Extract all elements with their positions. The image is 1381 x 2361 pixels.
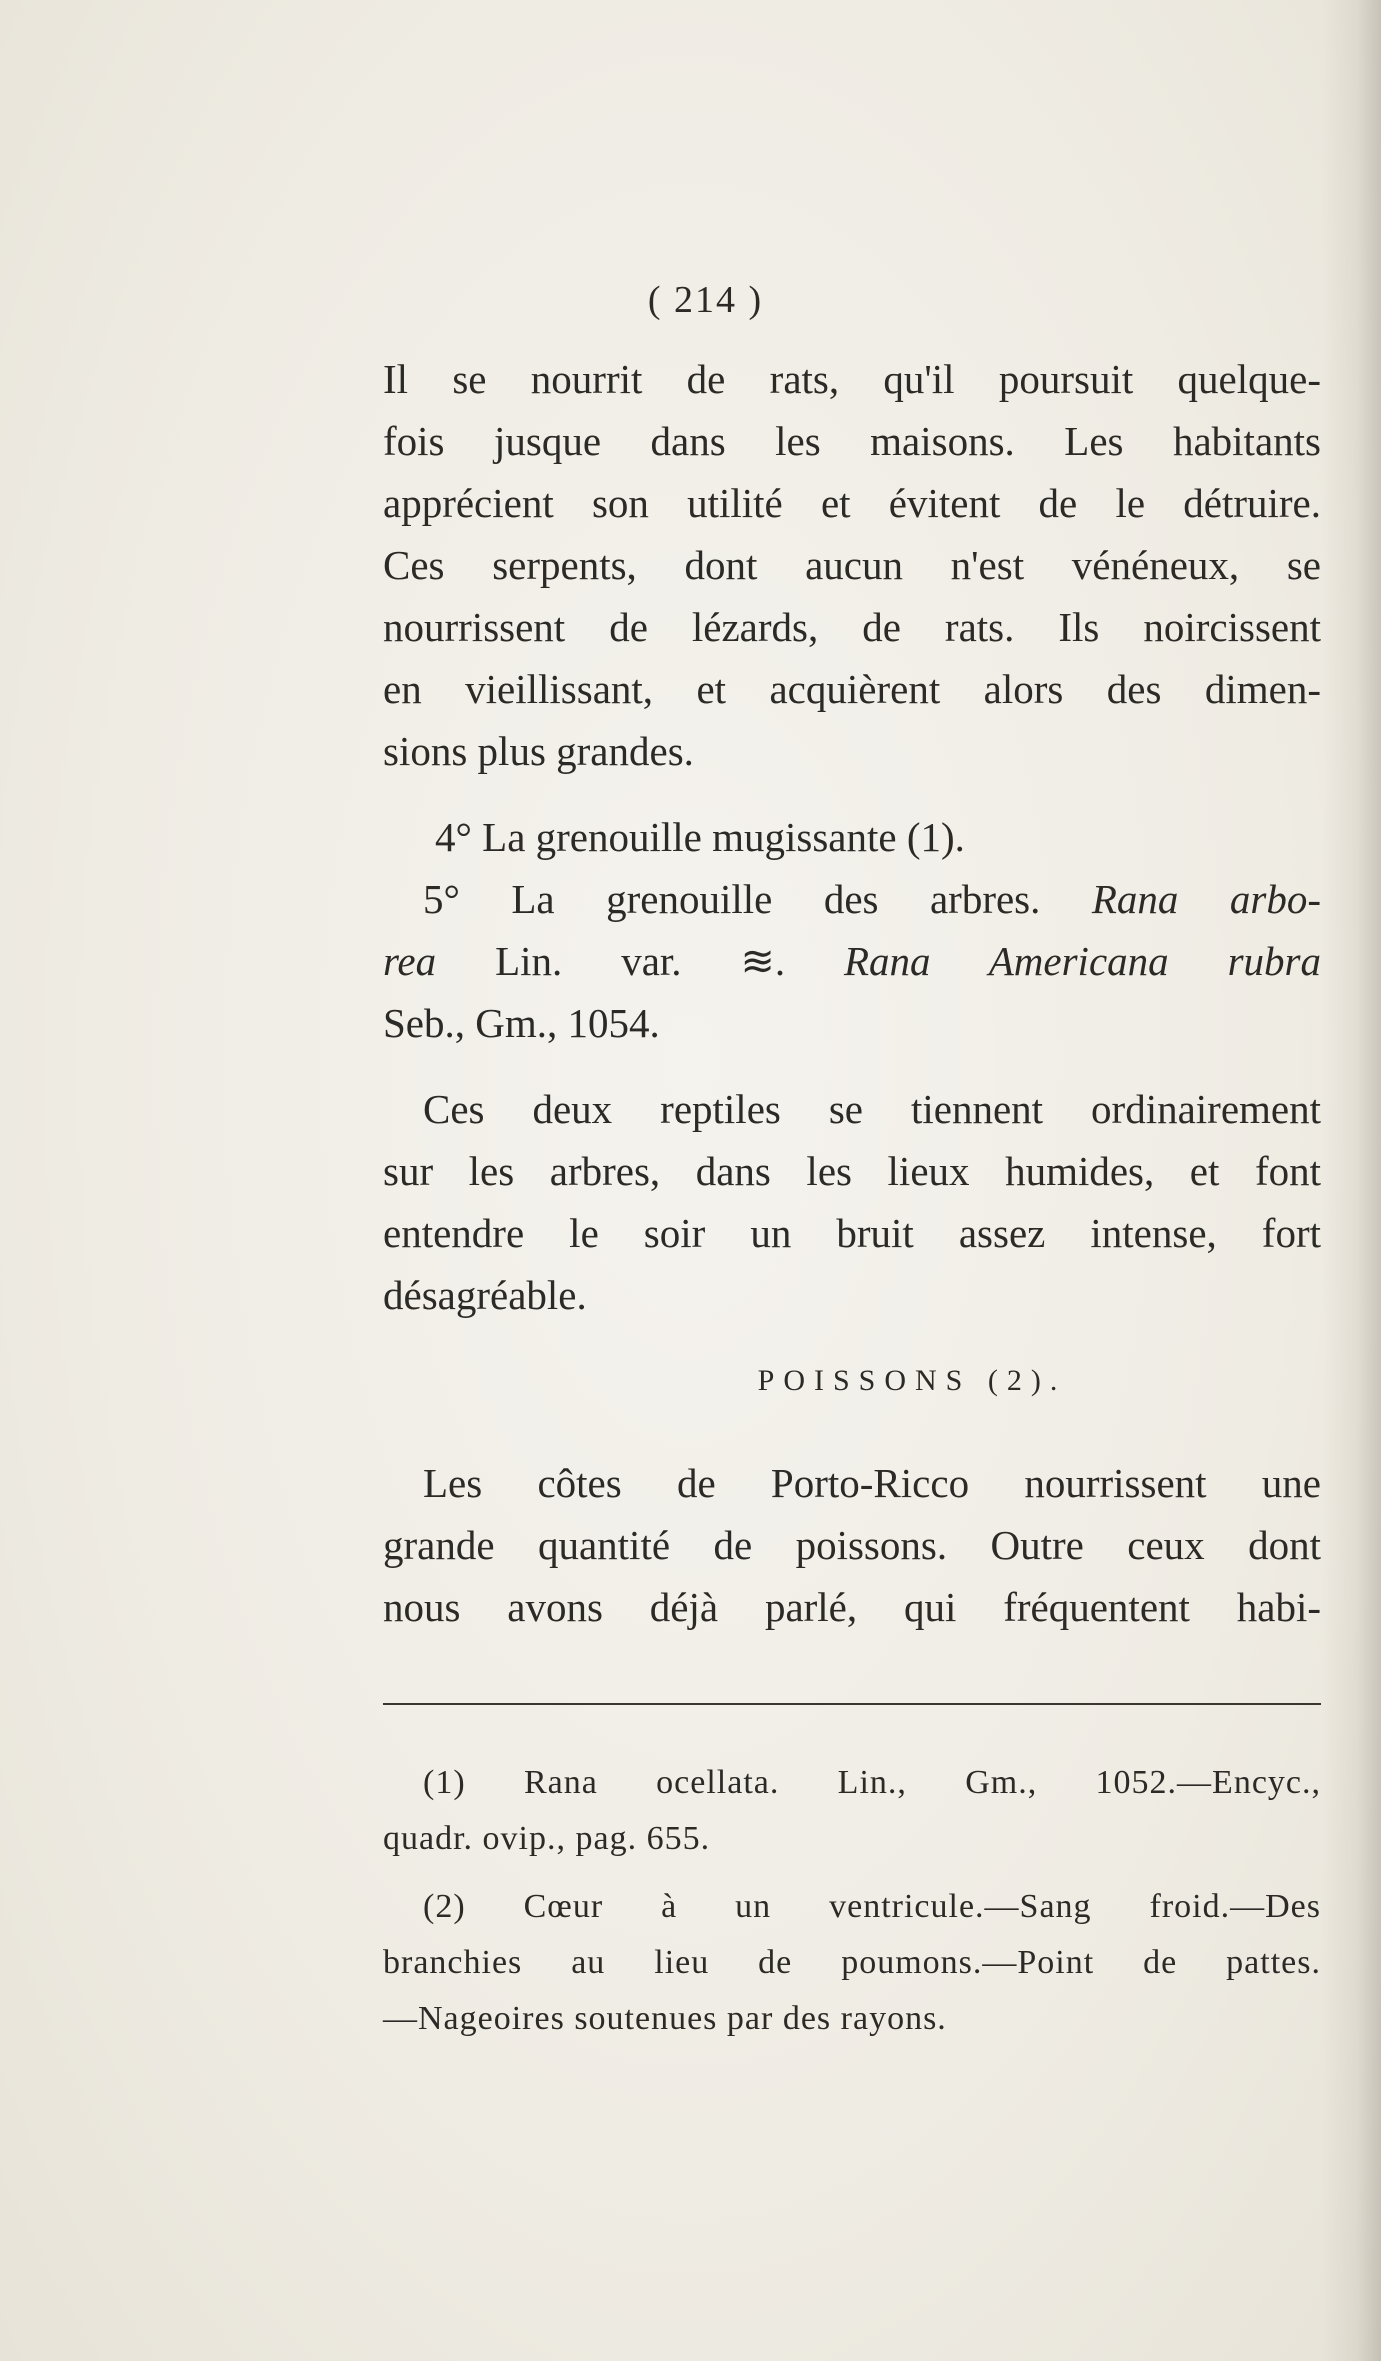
paragraph-reptiles	[383, 1078, 1321, 1326]
footnote-line: (2) Cœur à un ventricule.—Sang froid.—Des	[423, 1888, 1321, 1925]
list-item-4: 4° La grenouille mugissante (1).	[435, 814, 965, 860]
footnotes	[383, 1755, 1321, 2047]
text-line: apprécient son utilité et évitent de le détruire.	[383, 480, 1321, 526]
text-line: Seb., Gm., 1054.	[383, 1000, 660, 1046]
text-line: en vieillissant, et acquièrent alors des dimen-	[383, 666, 1321, 712]
text-line: entendre le soir un bruit assez intense, fort	[383, 1210, 1321, 1256]
text-line: rea Lin. var. ≋. Rana Americana rubra	[383, 938, 1321, 984]
footnote-line: branchies au lieu de poumons.—Point de pattes.	[383, 1944, 1321, 1981]
text-line: Ces serpents, dont aucun n'est vénéneux, se	[383, 542, 1321, 588]
paragraph-rats	[383, 348, 1321, 782]
footnote-divider	[383, 1703, 1321, 1705]
footnote-line: quadr. ovip., pag. 655.	[383, 1820, 711, 1857]
text-line: sur les arbres, dans les lieux humides, et font	[383, 1148, 1321, 1194]
text-line: fois jusque dans les maisons. Les habitants	[383, 418, 1321, 464]
footnote-1	[383, 1755, 1321, 1867]
page-gutter-shadow	[1321, 0, 1381, 2361]
text-line: grande quantité de poissons. Outre ceux dont	[383, 1522, 1321, 1568]
text-line: sions plus grandes.	[383, 728, 694, 774]
text-line: nous avons déjà parlé, qui fréquentent habi-	[383, 1584, 1321, 1630]
footnote-line: —Nageoires soutenues par des rayons.	[383, 2000, 947, 2037]
text-line: désagréable.	[383, 1272, 587, 1318]
text-line: 5° La grenouille des arbres. Rana arbo-	[423, 876, 1322, 922]
main-text	[383, 348, 1321, 1638]
footnote-2	[383, 1879, 1321, 2047]
paragraph-poissons	[383, 1452, 1321, 1638]
page-number: ( 214 )	[647, 279, 764, 321]
text-line: Les côtes de Porto-Ricco nourrissent une	[423, 1460, 1321, 1506]
list-item-5	[383, 868, 1321, 1054]
text-line: nourrissent de lézards, de rats. Ils noircissent	[383, 604, 1321, 650]
footnote-line: (1) Rana ocellata. Lin., Gm., 1052.—Encyc.,	[423, 1764, 1321, 1801]
section-heading: POISSONS (2).	[757, 1364, 1067, 1397]
text-line: Il se nourrit de rats, qu'il poursuit quelque-	[383, 356, 1321, 402]
text-line: Ces deux reptiles se tiennent ordinairement	[423, 1086, 1321, 1132]
